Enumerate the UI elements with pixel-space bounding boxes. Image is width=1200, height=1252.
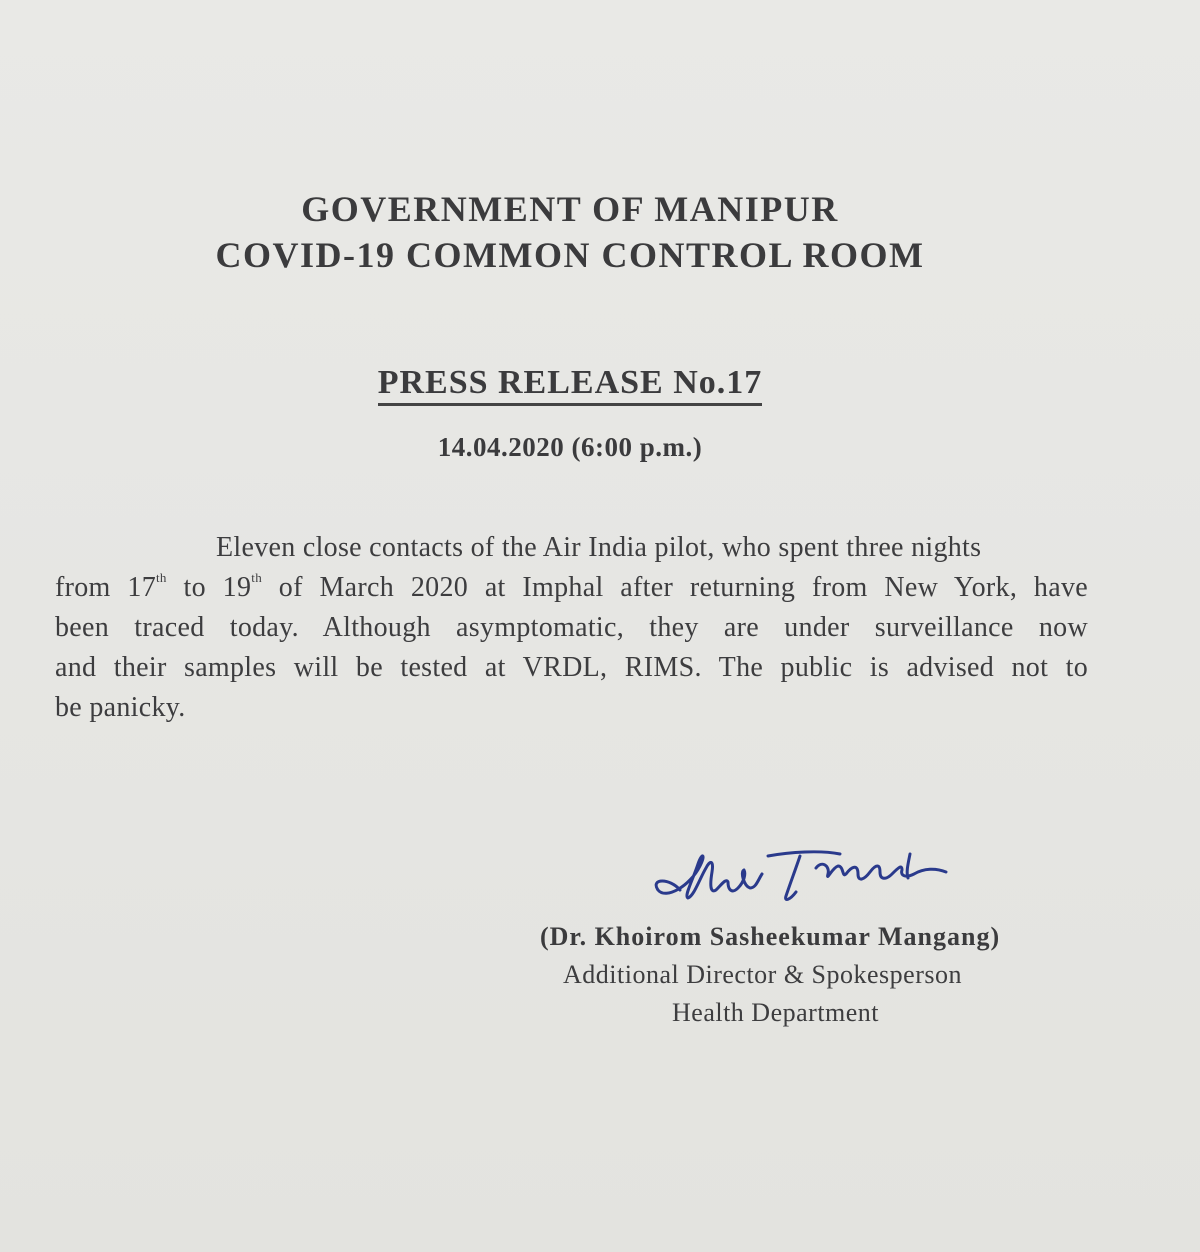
press-release-title	[0, 364, 1140, 402]
body-line-2-part-c: of March 2020 at Imphal after returning from New York, have	[262, 572, 1088, 603]
ordinal-suffix-1: th	[156, 569, 167, 585]
body-line-1: Eleven close contacts of the Air India pilot, who spent three nights	[216, 532, 982, 563]
handwritten-signature	[640, 838, 980, 918]
body-line-2-part-a: from 17	[55, 572, 157, 603]
body-line-4: and their samples will be tested at VRDL, RIMS. The public is advised not to	[55, 652, 1088, 683]
body-line-2	[55, 569, 1088, 604]
body-line-5: be panicky.	[55, 692, 186, 723]
ordinal-suffix-2: th	[251, 569, 262, 585]
government-heading: GOVERNMENT OF MANIPUR	[301, 189, 839, 229]
press-release-title-text: PRESS RELEASE No.17	[378, 364, 763, 406]
signatory-name: (Dr. Khoirom Sasheekumar Mangang)	[540, 922, 1001, 951]
control-room-heading: COVID-19 COMMON CONTROL ROOM	[215, 235, 925, 275]
body-line-2-part-b: to 19	[166, 572, 252, 603]
signatory-role: Additional Director & Spokesperson	[563, 960, 962, 989]
body-line-3: been traced today. Although asymptomatic, they are under surveillance now	[55, 612, 1088, 643]
signatory-department: Health Department	[672, 998, 880, 1027]
press-release-date: 14.04.2020 (6:00 p.m.)	[437, 432, 703, 462]
